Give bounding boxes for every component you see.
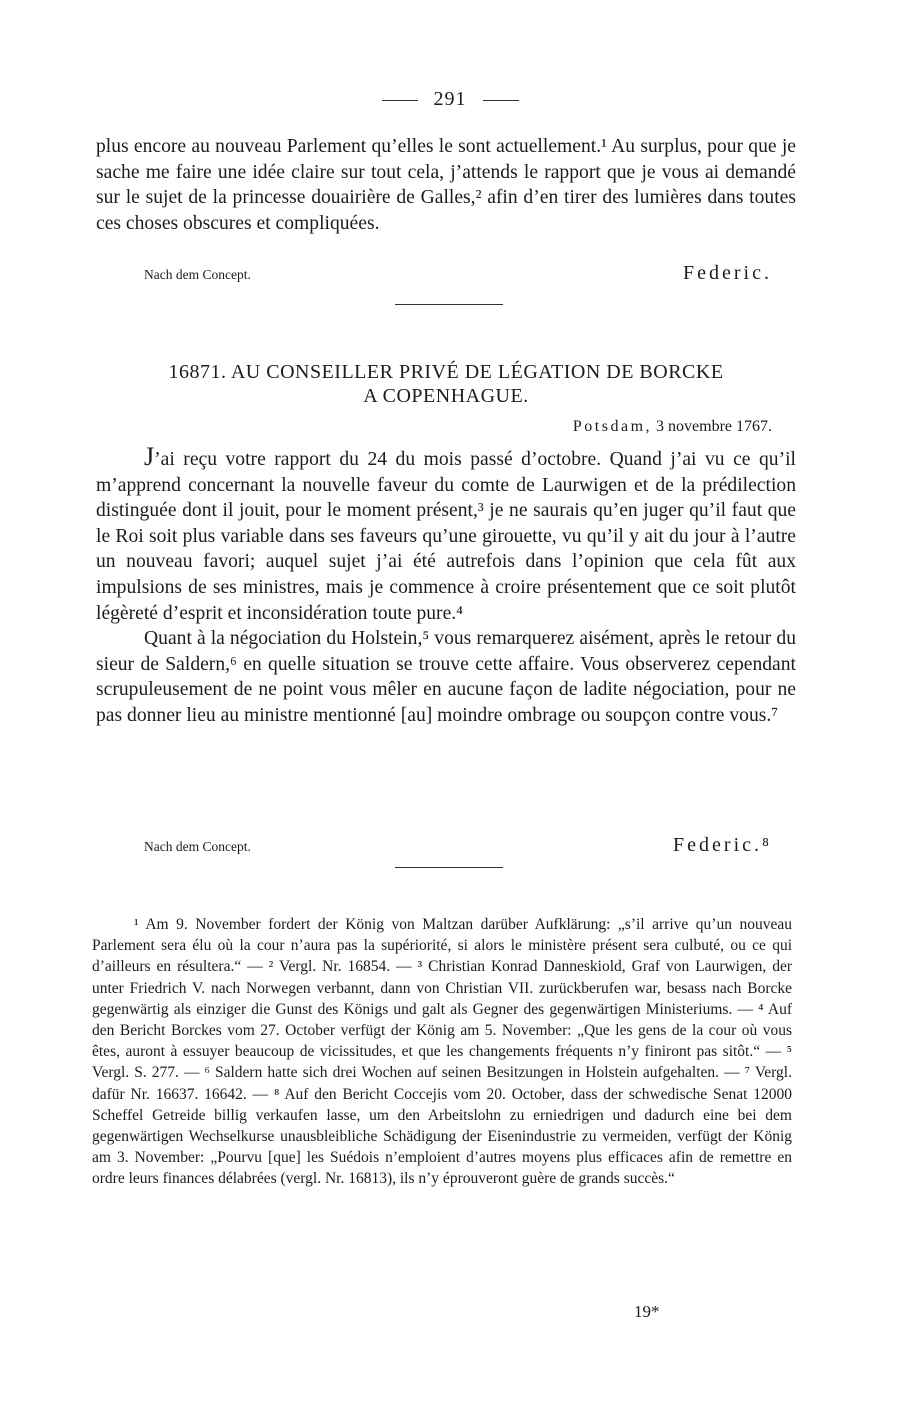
page-number: 291 — [433, 88, 467, 110]
concept-note-1: Nach dem Concept. — [144, 267, 251, 282]
section-divider-2 — [395, 867, 503, 868]
letter-heading-line2: A COPENHAGUE. — [363, 385, 529, 407]
letter-place: Potsdam, — [572, 418, 653, 435]
footnotes — [92, 914, 792, 1190]
drop-letter: J — [144, 442, 155, 471]
intro-paragraph: plus encore au nouveau Parlement qu’elles le sont actuellement.¹ Au surplus, pour que je sache me faire une idée claire sur tout cela, j’attends le rapport que je vous ai demandé sur le sujet de la princesse douairière de Galles,² afin d’en tirer des lumières dans toutes ces choses obscures et compliquées. — [96, 136, 796, 234]
intro-paragraph-block — [96, 134, 796, 236]
signature-2: Federic.⁸ — [673, 834, 772, 856]
concept-note-2: Nach dem Concept. — [144, 839, 251, 854]
page-header — [0, 88, 900, 111]
letter-number: 16871. — [168, 361, 227, 383]
letter-body — [96, 444, 796, 729]
header-dash-left — [382, 100, 418, 101]
letter-date: 3 novembre 1767. — [656, 418, 772, 435]
signature-mark: 19* — [634, 1302, 660, 1321]
letter-paragraph-2: Quant à la négociation du Holstein,⁵ vous remarquerez aisément, après le retour du sieur de Saldern,⁶ en quelle situation se trouve cette affaire. Vous observerez cependant scrupuleusement de ne point vous mêler en aucune façon de ladite négociation, pour ne pas donner lieu au ministre mentionné [au] moindre ombrage ou soupçon contre vous.⁷ — [96, 628, 796, 726]
letter-paragraph-1-text: ’ai reçu votre rapport du 24 du mois passé d’octobre. Quand j’ai vu ce qu’il m’apprend concernant la nouvelle faveur du comte de Laurwigen et de la prédilection distinguée dont il jouit, pour le moment présent,³ je ne saurais qu’en juger qu’il faut que le Roi soit plus variable dans ses faveurs qu’une girouette, vu qu’il y ait du jour à l’autre un nouveau favori; auquel sujet j’ai été autrefois dans l’opinion que cela fût aux impulsions de ses ministres, mais je commence à croire présentement que ce soit plutôt légèreté d’esprit et inconsidération toute pure.⁴ — [96, 449, 796, 624]
letter-heading — [96, 360, 796, 408]
signature-line-2 — [96, 834, 772, 857]
letter-title: AU CONSEILLER PRIVÉ DE LÉGATION DE BORCKE — [230, 361, 724, 383]
header-dash-right — [483, 100, 519, 101]
signature-1: Federic. — [683, 262, 772, 284]
footnotes-text: ¹ Am 9. November fordert der König von Maltzan darüber Aufklärung: „s’il arrive qu’un nouveau Parlement sera élu où la cour n’aura pas la supériorité, si alors le ministère présent sera culbuté, ou ce qui d’ailleurs en résultera.“ — ² Vergl. Nr. 16854. — ³ Christian Konrad Danneskiold, Graf von Laurwigen, der unter Friedrich V. nach Norwegen verbannt, dann von Christian VII. zurückberufen war, besass nach Borcke gegenwärtig als einziger die Gunst des Königs und galt als Gegner des gegenwärtigen Ministeriums. — ⁴ Auf den Bericht Borckes vom 27. October verfügt der König am 5. November: „Que les gens de la cour où vous êtes, auront à essuyer beaucoup de vicissitudes, et que les changements fréquents n’y finiront pas sitôt.“ — ⁵ Vergl. S. 277. — ⁶ Saldern hatte sich drei Wochen auf seinen Besitzungen in Holstein aufgehalten. — ⁷ Vergl. dafür Nr. 16637. 16642. — ⁸ Auf den Bericht Coccejis vom 20. October, dass der schwedische Senat 12000 Scheffel Getreide billig verkaufen lasse, um den Arbeitslohn zu erniedrigen und dadurch eine bei dem gegenwärtigen Wechselkurse unausbleibliche Schädigung der Eisenindustrie zu vermeiden, verfügt der König am 3. November: „Pourvu [que] les Suédois n’emploient d’autres moyens plus efficaces afin de remettre en ordre leurs finances délabrées (vergl. Nr. 16813), ils n’y éprouveront guère de grands succès.“ — [92, 916, 792, 1188]
signature-line-1 — [96, 262, 772, 285]
dateline — [96, 418, 772, 436]
section-divider-1 — [395, 304, 503, 305]
letter-heading-line1 — [96, 360, 796, 384]
letter-paragraph-1 — [96, 444, 796, 626]
